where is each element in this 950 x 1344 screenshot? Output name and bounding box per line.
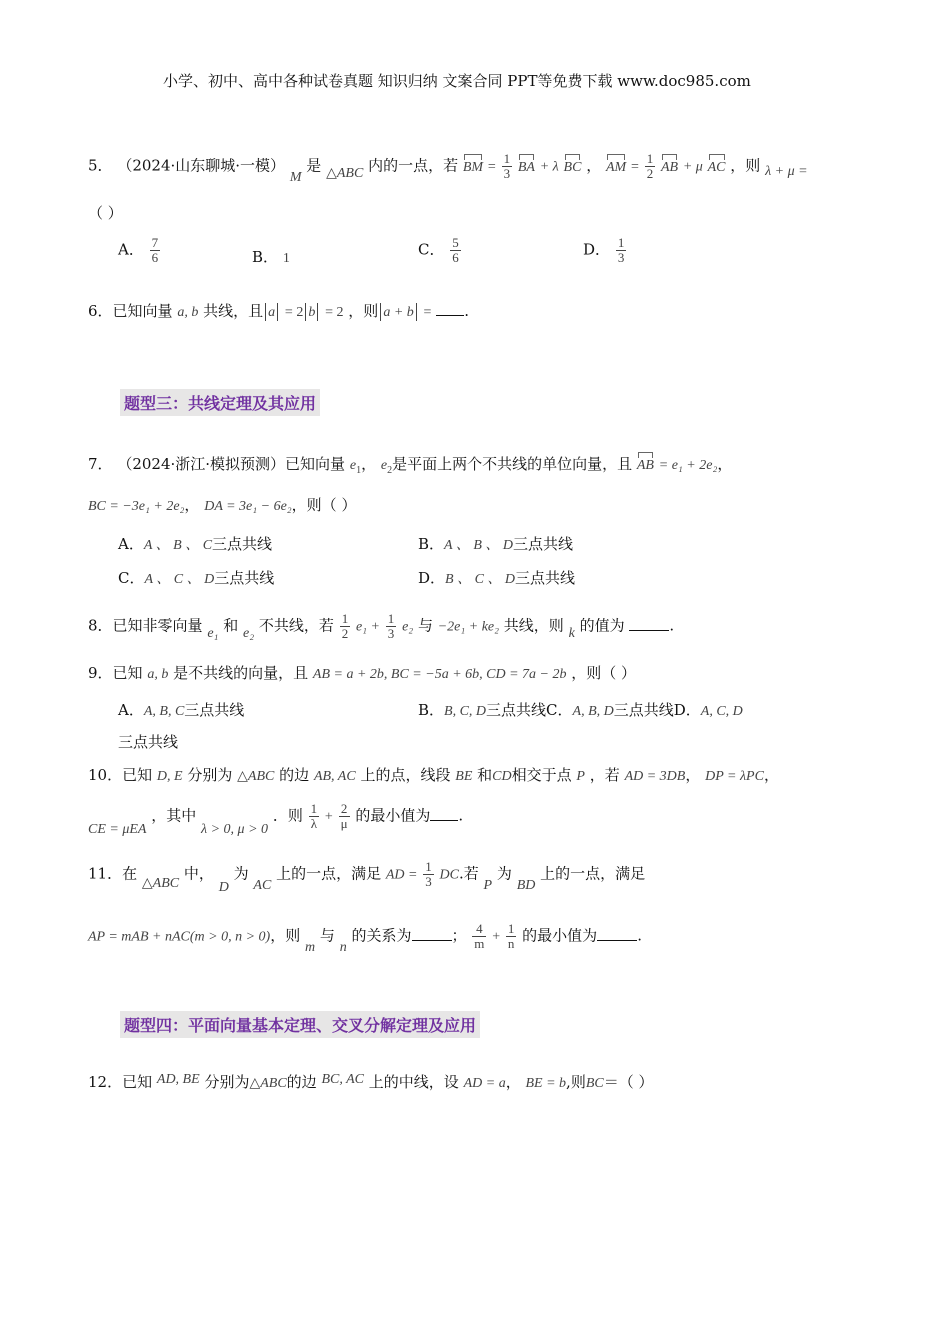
- q5-option-a[interactable]: A． $\frac{7}{6}$: [118, 235, 159, 265]
- q7-option-c[interactable]: C．A 、 C 、 D三点共线: [118, 569, 275, 587]
- page-header: 小学、初中、高中各种试卷真题 知识归纳 文案合同 PPT等免费下载 www.doc985.com: [163, 72, 751, 90]
- question-5: 5． （2024·山东聊城·一模） M 是 △ABC 内的一点，若 BM = $\frac{1}{3}$ BA + λ BC ， AM = $\frac{1}{2}$ AB + μ AC ，则 λ + μ =: [88, 151, 808, 185]
- q5-source: （2024·山东聊城·一模）: [117, 156, 286, 175]
- q6-answer-blank[interactable]: [436, 301, 464, 316]
- q11-answer-blank-2[interactable]: [597, 926, 637, 941]
- q5-vector-ac: AC: [707, 159, 726, 175]
- question-7-line2: BC = −3e₁ + 2e₂， DA = 3e₁ − 6e₂，则（ ）: [88, 496, 357, 514]
- question-10-line2: CE = μEA ，其中 λ > 0, μ > 0 ．则 $\frac{1}{\lambda}$ + $\frac{2}{\mu}$ 的最小值为 .: [88, 801, 464, 837]
- q5-fraction: $\frac{1}{3}$: [503, 151, 511, 181]
- section-heading-4: 题型四：平面向量基本定理、交叉分解定理及应用: [120, 1011, 480, 1038]
- q9-option-a[interactable]: A．A, B, C三点共线: [118, 701, 245, 719]
- q5-fraction: $\frac{1}{2}$: [646, 151, 654, 181]
- q5-triangle: △ABC: [326, 165, 364, 181]
- q8-answer-blank[interactable]: [629, 616, 669, 631]
- q7-option-a[interactable]: A．A 、 B 、 C三点共线: [118, 535, 273, 553]
- q11-answer-blank-1[interactable]: [412, 926, 452, 941]
- q5-vector-bm: BM: [462, 159, 484, 175]
- q9-option-b[interactable]: B．B, C, D三点共线C．A, B, D三点共线D．A, C, D: [418, 701, 743, 719]
- q10-answer-blank[interactable]: [430, 806, 458, 821]
- q7-option-b[interactable]: B．A 、 B 、 D三点共线: [418, 535, 574, 553]
- section-heading-3: 题型三：共线定理及其应用: [120, 389, 320, 416]
- q9-option-d-wrap: 三点共线: [118, 733, 179, 751]
- question-10: 10．已知 D, E 分别为 △ABC 的边 AB, AC 上的点，线段 BE 和CD相交于点 P ，若 AD = 3DB， DP = λPC，: [88, 766, 779, 784]
- question-7: 7． （2024·浙江·模拟预测）已知向量 $e_1$， $e_2$是平面上两个不共线的单位向量，且 AB = e₁ + 2e₂，: [88, 455, 733, 476]
- question-11-line2: AP = mAB + nAC(m > 0, n > 0)，则 m 与 n 的关系为 ； $\frac{4}{m}$ + $\frac{1}{n}$ 的最小值为 .: [88, 921, 642, 955]
- q5-point-m: M: [289, 169, 302, 185]
- q5-option-c[interactable]: C． $\frac{5}{6}$: [418, 235, 459, 265]
- q5-option-b[interactable]: B． 1: [252, 248, 290, 266]
- q5-number: 5．: [88, 156, 113, 175]
- q5-vector-ba: BA: [517, 159, 535, 175]
- question-6: 6．已知向量 a, b 共线，且 a = 2 b = 2 ，则 a + b = .: [88, 302, 470, 320]
- question-9: 9．已知 a, b 是不共线的向量，且 AB = a + 2b, BC = −5a + 6b, CD = 7a − 2b ，则（ ）: [88, 664, 637, 682]
- q5-ask: λ + μ =: [765, 163, 808, 179]
- q5-option-d[interactable]: D． $\frac{1}{3}$: [583, 235, 625, 265]
- question-12: 12．已知 AD, BE 分别为△ABC的边 BC, AC 上的中线，设 AD = a， BE = b,则BC＝（ ）: [88, 1072, 654, 1091]
- q5-text: 内的一点，若: [368, 156, 459, 175]
- question-8: 8．已知非零向量 e₁ 和 e₂ 不共线，若 $\frac{1}{2}$ e₁ + $\frac{1}{3}$ e₂ 与 −2e₁ + ke₂ 共线，则 k 的值为 .: [88, 611, 675, 641]
- q5-vector-ab: AB: [660, 159, 679, 175]
- q5-text: 是: [306, 156, 322, 175]
- q7-option-d[interactable]: D．B 、 C 、 D三点共线: [418, 569, 576, 587]
- q5-vector-am: AM: [606, 159, 627, 175]
- q5-paren: （ ）: [88, 204, 123, 222]
- q5-vector-bc: BC: [563, 159, 582, 175]
- question-11: 11．在 △ABC 中， D 为 AC 上的一点，满足 AD = $\frac{1}{3}$ DC.若 P 为 BD 上的一点，满足: [88, 859, 646, 895]
